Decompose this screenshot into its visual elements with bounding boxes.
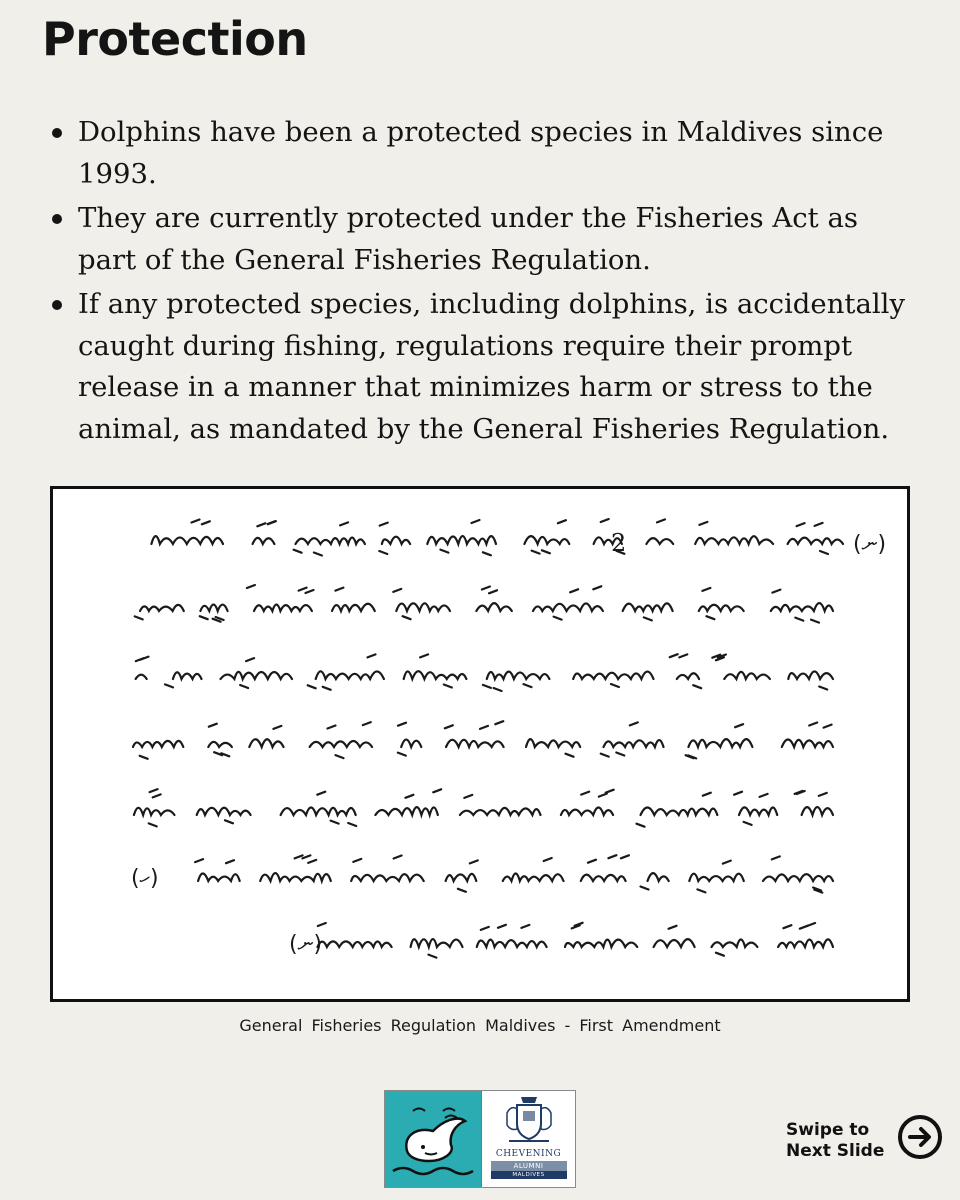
script-diacritic <box>669 926 677 929</box>
script-diacritic <box>192 520 200 523</box>
script-diacritic <box>588 860 596 863</box>
bullet-item: If any protected species, including dolphins, is accidentally caught during fishing, regulations require their prompt release in a manner that minimizes harm or stress to the animal, as mandated by the General Fisheries Regulation. <box>48 284 918 450</box>
script-diacritic <box>616 753 624 756</box>
script-stroke <box>788 538 843 544</box>
script-stroke <box>573 672 653 679</box>
script-stroke <box>487 672 550 679</box>
script-diacritic <box>706 616 714 619</box>
script-diacritic <box>363 722 371 725</box>
script-stroke <box>140 605 184 611</box>
script-stroke <box>382 537 410 544</box>
script-diacritic <box>820 551 828 554</box>
script-stroke <box>197 808 251 815</box>
script-stroke <box>771 603 833 611</box>
script-diacritic <box>308 860 316 863</box>
script-diacritic <box>702 588 710 591</box>
slide-title: Protection <box>42 12 308 66</box>
script-diacritic <box>581 792 589 795</box>
script-diacritic <box>554 617 562 620</box>
script-diacritic <box>195 859 203 862</box>
script-diacritic <box>772 856 780 859</box>
script-diacritic <box>353 859 361 862</box>
script-diacritic <box>575 923 583 926</box>
script-diacritic <box>294 550 302 553</box>
script-diacritic <box>458 889 466 892</box>
script-diacritic <box>601 754 609 757</box>
script-diacritic <box>464 795 472 798</box>
script-diacritic <box>165 684 173 687</box>
script-stroke <box>476 603 511 611</box>
script-stroke <box>332 604 375 611</box>
script-stroke <box>524 536 569 544</box>
script-diacritic <box>379 551 387 554</box>
script-diacritic <box>225 820 233 823</box>
script-diacritic <box>202 521 210 524</box>
script-diacritic <box>630 722 638 725</box>
script-stroke <box>375 807 437 815</box>
script-stroke <box>782 740 833 748</box>
script-diacritic <box>268 521 276 524</box>
script-stroke <box>427 536 496 544</box>
script-stroke <box>318 941 392 947</box>
script-diacritic <box>606 790 614 793</box>
script-stroke <box>778 939 833 947</box>
image-caption: General Fisheries Regulation Maldives - First Amendment <box>239 1016 721 1035</box>
script-stroke <box>253 538 275 544</box>
script-stroke <box>316 671 384 679</box>
script-stroke <box>136 675 147 679</box>
script-stroke <box>208 742 232 747</box>
script-stroke <box>133 741 183 747</box>
script-diacritic <box>394 856 402 859</box>
script-stroke <box>221 672 293 679</box>
arrow-right-circle-icon <box>897 1114 943 1160</box>
script-diacritic <box>716 953 724 956</box>
script-stroke <box>739 807 777 815</box>
swipe-hint-line1: Swipe to <box>786 1120 870 1140</box>
script-diacritic <box>608 855 616 858</box>
script-diacritic <box>735 724 743 727</box>
script-diacritic <box>819 793 827 796</box>
script-diacritic <box>815 523 823 526</box>
script-diacritic <box>481 927 489 930</box>
script-stroke <box>561 808 613 816</box>
script-stroke <box>712 940 758 948</box>
script-stroke <box>446 740 504 747</box>
script-stroke <box>477 940 547 947</box>
script-stroke <box>396 603 450 611</box>
script-diacritic <box>760 794 768 797</box>
script-stroke <box>173 672 202 679</box>
script-stroke <box>310 741 373 747</box>
script-diacritic <box>226 860 234 863</box>
script-diacritic <box>772 590 780 593</box>
script-diacritic <box>570 589 578 592</box>
script-stroke <box>151 536 223 544</box>
partner-logos <box>384 1090 576 1188</box>
script-diacritic <box>433 789 441 792</box>
script-diacritic <box>688 755 696 758</box>
script-diacritic <box>542 550 550 553</box>
script-diacritic <box>807 923 815 926</box>
script-stroke <box>688 739 752 747</box>
script-diacritic <box>532 551 540 554</box>
script-diacritic <box>483 552 491 555</box>
script-stroke <box>689 874 744 881</box>
script-diacritic <box>335 588 343 591</box>
script-stroke <box>503 874 564 882</box>
script-diacritic <box>524 684 532 687</box>
script-diacritic <box>136 658 144 661</box>
script-stroke <box>646 538 673 544</box>
bullet-list <box>48 112 918 453</box>
script-stroke <box>411 939 463 947</box>
script-diacritic <box>482 587 490 590</box>
script-stroke <box>648 873 669 881</box>
script-diacritic <box>489 590 497 593</box>
script-diacritic <box>703 793 711 796</box>
script-stroke <box>260 873 331 881</box>
manta-ray-icon <box>385 1091 482 1187</box>
script-diacritic <box>393 589 401 592</box>
script-diacritic <box>405 795 413 798</box>
script-stroke <box>281 808 356 816</box>
script-diacritic <box>331 821 339 824</box>
script-diacritic <box>257 523 265 526</box>
script-diacritic <box>641 887 649 890</box>
script-diacritic <box>644 617 652 620</box>
script-stroke <box>460 808 541 815</box>
script-diacritic <box>483 685 491 688</box>
script-diacritic <box>153 794 161 797</box>
bullet-item: Dolphins have been a protected species in Maldives since 1993. <box>48 112 918 195</box>
script-stroke <box>134 808 175 815</box>
script-diacritic <box>428 955 436 958</box>
script-diacritic <box>306 590 314 593</box>
script-diacritic <box>420 654 428 657</box>
script-diacritic <box>795 618 803 621</box>
script-diacritic <box>445 725 453 728</box>
script-diacritic <box>670 654 678 657</box>
script-diacritic <box>150 789 158 792</box>
script-diacritic <box>472 520 480 523</box>
script-diacritic <box>135 616 143 619</box>
script-stroke <box>565 940 637 947</box>
script-diacritic <box>783 925 791 928</box>
script-diacritic <box>403 616 411 619</box>
script-diacritic <box>797 523 805 526</box>
script-diacritic <box>697 889 705 892</box>
script-diacritic <box>601 519 609 522</box>
script-stroke <box>296 538 365 545</box>
script-diacritic <box>340 522 348 525</box>
excerpt-marker: (ނ) <box>853 532 887 557</box>
regulation-excerpt-image <box>50 486 910 1002</box>
script-stroke <box>351 874 424 881</box>
script-diacritic <box>657 519 665 522</box>
script-diacritic <box>240 685 248 688</box>
script-stroke <box>401 740 421 747</box>
script-stroke <box>446 874 477 881</box>
script-stroke <box>802 807 833 815</box>
script-diacritic <box>246 658 254 661</box>
script-stroke <box>623 603 673 611</box>
script-stroke <box>763 874 833 881</box>
excerpt-marker: (ނ) <box>289 932 323 957</box>
script-diacritic <box>494 688 502 691</box>
script-diacritic <box>200 616 208 619</box>
script-stroke <box>695 536 773 544</box>
script-diacritic <box>318 923 326 926</box>
chevening-name: CHEVENING <box>495 1149 562 1159</box>
script-diacritic <box>611 684 619 687</box>
script-diacritic <box>336 755 344 758</box>
script-diacritic <box>209 724 217 727</box>
script-diacritic <box>398 753 406 756</box>
script-stroke <box>581 875 626 881</box>
script-diacritic <box>480 726 488 729</box>
script-diacritic <box>328 726 336 729</box>
script-diacritic <box>470 860 478 863</box>
bullet-item: They are currently protected under the Fisheries Act as part of the General Fisheries Regulation. <box>48 198 918 281</box>
script-diacritic <box>699 522 707 525</box>
script-stroke <box>699 605 744 611</box>
script-diacritic <box>637 824 645 827</box>
script-diacritic <box>599 794 607 797</box>
thaana-script-excerpt <box>53 489 907 999</box>
script-diacritic <box>566 754 574 757</box>
script-diacritic <box>795 791 803 794</box>
script-diacritic <box>693 685 701 688</box>
chevening-country-band: MALDIVES <box>491 1171 567 1179</box>
script-diacritic <box>440 550 448 553</box>
swipe-hint-line2: Next Slide <box>786 1141 885 1161</box>
script-stroke <box>526 739 580 747</box>
script-diacritic <box>308 685 316 688</box>
script-stroke <box>677 673 699 679</box>
script-diacritic <box>273 726 281 729</box>
script-diacritic <box>679 654 687 657</box>
script-diacritic <box>444 685 452 688</box>
script-stroke <box>641 808 718 816</box>
script-diacritic <box>498 925 506 928</box>
script-diacritic <box>398 723 406 726</box>
script-diacritic <box>744 822 752 825</box>
next-slide-button[interactable] <box>897 1114 943 1160</box>
script-diacritic <box>317 792 325 795</box>
script-diacritic <box>809 723 817 726</box>
swipe-hint <box>786 1120 884 1162</box>
script-diacritic <box>348 823 356 826</box>
script-diacritic <box>247 585 255 588</box>
script-diacritic <box>299 588 307 591</box>
script-stroke <box>654 939 695 947</box>
script-stroke <box>200 605 227 612</box>
script-diacritic <box>380 523 388 526</box>
script-stroke <box>404 671 467 679</box>
script-diacritic <box>819 687 827 690</box>
crest-icon <box>499 1091 559 1147</box>
script-diacritic <box>621 855 629 858</box>
script-stroke <box>198 874 240 882</box>
chevening-logo <box>482 1091 575 1187</box>
script-diacritic <box>593 586 601 589</box>
script-diacritic <box>521 925 529 928</box>
script-diacritic <box>314 553 322 556</box>
script-diacritic <box>811 620 819 623</box>
chevening-alumni-band: ALUMNI <box>491 1161 567 1171</box>
script-diacritic <box>149 823 157 826</box>
script-stroke <box>533 603 603 611</box>
script-stroke <box>254 605 312 612</box>
script-stroke <box>724 672 770 679</box>
script-diacritic <box>323 687 331 690</box>
script-diacritic <box>558 520 566 523</box>
script-diacritic <box>368 654 376 657</box>
script-diacritic <box>544 858 552 861</box>
script-stroke <box>604 740 664 747</box>
excerpt-number: 2 <box>611 529 627 557</box>
script-diacritic <box>734 792 742 795</box>
excerpt-marker: (ހ) <box>131 866 159 891</box>
script-diacritic <box>824 725 832 728</box>
script-diacritic <box>495 721 503 724</box>
script-stroke <box>788 671 833 679</box>
script-diacritic <box>140 756 148 759</box>
script-stroke <box>249 739 283 747</box>
script-diacritic <box>723 861 731 864</box>
